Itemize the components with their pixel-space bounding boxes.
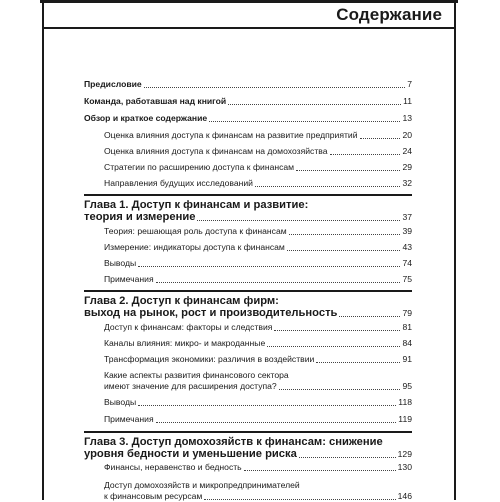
- toc-page-number: 75: [402, 274, 412, 284]
- toc-subentry[interactable]: [104, 338, 412, 349]
- toc-entry-label: Оценка влияния доступа к финансам на развитие предприятий: [104, 130, 358, 140]
- toc-entry-label: Примечания: [104, 414, 154, 424]
- toc-subentry[interactable]: [104, 258, 412, 269]
- toc-entry-team[interactable]: [84, 96, 412, 107]
- toc-page-number: 11: [403, 96, 412, 106]
- dot-leader: [287, 250, 401, 251]
- toc-page-number: 43: [402, 242, 412, 252]
- chapter-rule: [84, 194, 412, 196]
- dot-leader: [144, 87, 406, 88]
- toc-subentry-multiline[interactable]: [104, 370, 412, 392]
- dot-leader: [255, 186, 400, 187]
- toc-page-number: 39: [402, 226, 412, 236]
- toc-entry-label: Выводы: [104, 258, 137, 268]
- toc-entry-label: Доступ к финансам: факторы и следствия: [104, 322, 273, 332]
- toc-entry-label: Доступ домохозяйств и микропредпринимателей: [104, 480, 300, 490]
- dot-leader: [156, 282, 401, 283]
- toc-page-number: 129: [397, 449, 412, 459]
- toc-entry-label: Каналы влияния: микро- и макроданные: [104, 338, 266, 348]
- toc-subentry[interactable]: [104, 414, 412, 425]
- dot-leader: [197, 220, 400, 221]
- dot-leader: [244, 470, 396, 471]
- toc-entry-label: Примечания: [104, 274, 154, 284]
- dot-leader: [156, 422, 397, 423]
- toc-page-number: 74: [402, 258, 412, 268]
- toc-page-number: 32: [402, 178, 412, 188]
- toc-page-number: 37: [402, 212, 412, 222]
- toc-entry-label: Направления будущих исследований: [104, 178, 253, 188]
- toc-entry-label: Обзор и краткое содержание: [84, 113, 208, 123]
- toc-subentry[interactable]: [104, 274, 412, 285]
- chapter-title-line: Глава 3. Доступ домохозяйств к финансам: снижение: [84, 435, 383, 448]
- toc-entry-label-line: имеют значение для расширения доступа? 95: [104, 381, 412, 391]
- toc-page-number: 84: [402, 338, 412, 348]
- chapter-title-line: Глава 1. Доступ к финансам и развитие:: [84, 198, 309, 211]
- dot-leader: [209, 121, 400, 122]
- chapter-3-heading[interactable]: [84, 431, 412, 461]
- toc-subentry[interactable]: [104, 397, 412, 408]
- dot-leader: [279, 389, 401, 390]
- dot-leader: [360, 138, 401, 139]
- chapter-title-line: Глава 2. Доступ к финансам фирм:: [84, 294, 279, 307]
- toc-page-number: 13: [402, 113, 412, 123]
- toc-entry-label: Измерение: индикаторы доступа к финансам: [104, 242, 285, 252]
- chapter-2-heading[interactable]: [84, 290, 412, 320]
- toc-page-number: 20: [402, 130, 412, 140]
- toc-page-number: 91: [402, 354, 412, 364]
- toc-page-number: 146: [397, 491, 412, 501]
- chapter-title-line: теория и измерение 37: [84, 211, 412, 223]
- dot-leader: [267, 346, 400, 347]
- dot-leader: [228, 104, 401, 105]
- dot-leader: [138, 405, 396, 406]
- toc-entry-label: Стратегии по расширению доступа к финансам: [104, 162, 295, 172]
- dot-leader: [316, 362, 400, 363]
- toc-subentry-multiline[interactable]: [104, 480, 412, 502]
- toc-entry-overview[interactable]: [84, 113, 412, 124]
- toc-subentry[interactable]: [104, 242, 412, 253]
- chapter-1-heading[interactable]: [84, 194, 412, 224]
- dot-leader: [274, 330, 400, 331]
- chapter-title-line: уровня бедности и уменьшение риска 129: [84, 448, 412, 460]
- toc-subentry[interactable]: [104, 354, 412, 365]
- toc-page-number: 81: [402, 322, 412, 332]
- toc-subentry[interactable]: [104, 462, 412, 473]
- dot-leader: [289, 234, 401, 235]
- top-rule: [40, 0, 458, 3]
- toc-entry-preface[interactable]: [84, 79, 412, 90]
- toc-page-number: 118: [398, 397, 412, 407]
- toc-subentry[interactable]: [104, 178, 412, 189]
- toc-entry-label: Оценка влияния доступа к финансам на домохозяйства: [104, 146, 328, 156]
- toc-entry-label-line: к финансовым ресурсам 146: [104, 491, 412, 501]
- page-title: Содержание: [336, 5, 442, 24]
- toc-entry-label: Какие аспекты развития финансового сектора: [104, 370, 289, 380]
- dot-leader: [330, 154, 401, 155]
- toc-page-number: 130: [397, 462, 412, 472]
- toc-page-number: 7: [407, 79, 412, 89]
- dot-leader: [138, 266, 400, 267]
- toc-page-number: 95: [402, 381, 412, 391]
- toc-entry-label: Предисловие: [84, 79, 142, 89]
- header-rule: [42, 27, 456, 29]
- toc-page-number: 24: [402, 146, 412, 156]
- toc-entry-label: Команда, работавшая над книгой: [84, 96, 227, 106]
- dot-leader: [299, 457, 396, 458]
- dot-leader: [296, 170, 400, 171]
- toc-subentry[interactable]: [104, 322, 412, 333]
- chapter-rule: [84, 431, 412, 433]
- dot-leader: [339, 316, 400, 317]
- toc-page-number: 119: [398, 414, 412, 424]
- toc-page-number: 29: [402, 162, 412, 172]
- chapter-title-line: выход на рынок, рост и производительность 79: [84, 307, 412, 319]
- toc-entry-label: Выводы: [104, 397, 137, 407]
- toc-page-number: 79: [402, 308, 412, 318]
- chapter-rule: [84, 290, 412, 292]
- toc-subentry[interactable]: [104, 130, 412, 141]
- page-header: [42, 5, 456, 25]
- toc-subentry[interactable]: [104, 162, 412, 173]
- toc-subentry[interactable]: [104, 146, 412, 157]
- toc-entry-label: Трансформация экономики: различия в воздействии: [104, 354, 315, 364]
- toc-entry-label: Теория: решающая роль доступа к финансам: [104, 226, 287, 236]
- toc-subentry[interactable]: [104, 226, 412, 237]
- toc-entry-label: Финансы, неравенство и бедность: [104, 462, 242, 472]
